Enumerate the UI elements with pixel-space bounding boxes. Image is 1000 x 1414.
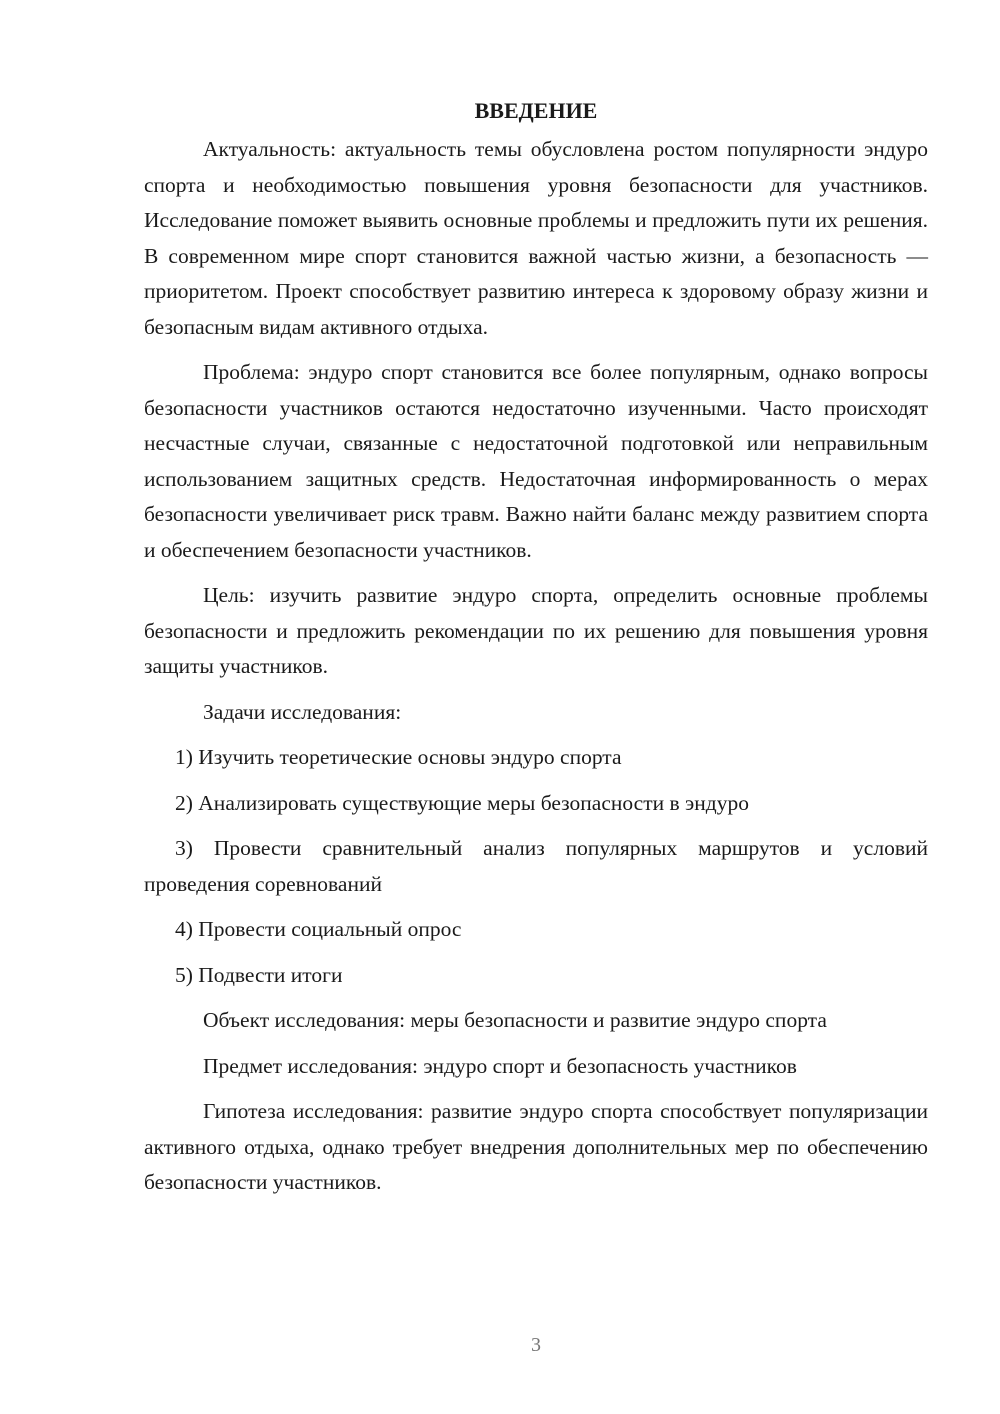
tasks-heading: Задачи исследования: (203, 699, 402, 724)
task-item-2: 2) Анализировать существующие меры безопасности в эндуро (175, 790, 749, 815)
hypothesis-paragraph: Гипотеза исследования: развитие эндуро спорта способствует популяризации активного отдыха, однако требует внедрения дополнительных мер по обеспечению безопасности участников. (144, 1099, 928, 1194)
relevance-paragraph: Актуальность: актуальность темы обусловлена ростом популярности эндуро спорта и необходимостью повышения уровня безопасности для участников. Исследование поможет выявить основные проблемы и предложить пути их решения. В современном мире спорт становится важной частью жизни, а безопасность — приоритетом. Проект способствует развитию интереса к здоровому образу жизни и безопасным видам активного отдыха. (144, 137, 928, 339)
problem-paragraph: Проблема: эндуро спорт становится все более популярным, однако вопросы безопасности участников остаются недостаточно изученными. Часто происходят несчастные случаи, связанные с недостаточной подготовкой или неправильным использованием защитных средств. Недостаточная информированность о мерах безопасности увеличивает риск травм. Важно найти баланс между развитием спорта и обеспечением безопасности участников. (144, 360, 928, 562)
task-item-1: 1) Изучить теоретические основы эндуро спорта (175, 745, 622, 769)
object-paragraph: Объект исследования: меры безопасности и развитие эндуро спорта (203, 1008, 827, 1032)
document-page (144, 96, 928, 1211)
page-title: ВВЕДЕНИЕ (474, 98, 598, 123)
task-item-5: 5) Подвести итоги (175, 962, 343, 987)
page-number: 3 (531, 1334, 541, 1356)
goal-paragraph: Цель: изучить развитие эндуро спорта, определить основные проблемы безопасности и предложить рекомендации по их решению для повышения уровня защиты участников. (144, 583, 928, 678)
subject-paragraph: Предмет исследования: эндуро спорт и безопасность участников (203, 1053, 797, 1078)
task-item-4: 4) Провести социальный опрос (175, 917, 462, 941)
task-item-3: 3) Провести сравнительный анализ популярных маршрутов и условий проведения соревнований (144, 836, 928, 896)
